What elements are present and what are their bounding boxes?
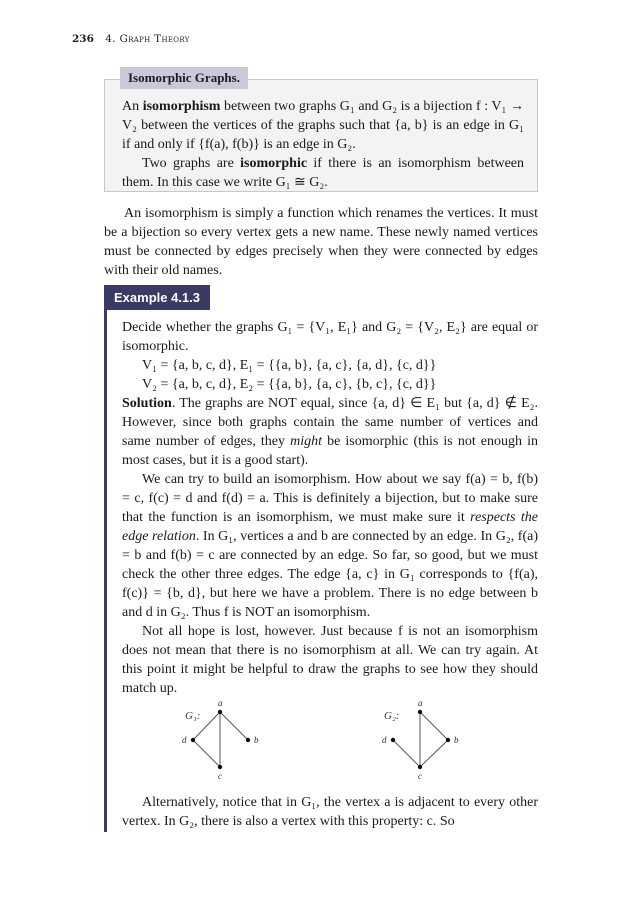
g1-vertex-b [246,738,250,742]
definition-paragraph-1 [122,97,524,154]
example-paragraph-2 [122,470,538,622]
example-equation-1: V₁ = {a, b, c, d}, E₁ = {{a, b}, {a, c}, {a, d}, {c, d}} [142,358,437,373]
p2-text-b: . In G₁, vertices a and b are connected by an edge. In G₂, f(a) = b and f(b) = c are connected by an edge. So far, so good, but we must check the other three edges. The edge {a, c} in G₁ corresponds to {f(a), f(c)} = {b, d}, but here we have a problem. There is no edge between b and d in G₂. Thus f is NOT an isomorphism. [122,529,538,620]
g1-edge-ab [220,712,248,740]
definition-title: Isomorphic Graphs. [120,67,248,89]
example-question: Decide whether the graphs G₁ = {V₁, E₁} and G₂ = {V₂, E₂} are equal or isomorphic. [122,320,538,354]
page-header [72,33,190,45]
g1-edge-cd [193,740,220,767]
chapter-title: 4. Graph Theory [105,33,190,45]
solution-paragraph [122,394,538,470]
g1-label-a: a [218,698,223,708]
g2-edge-cd [393,740,420,767]
term-isomorphism: isomorphism [142,99,221,114]
solution-label: Solution [122,396,172,411]
example-body [122,318,538,698]
example-paragraph-4: Alternatively, notice that in G₁, the vertex a is adjacent to every other vertex. In G₂, there is also a vertex with this property: c. So [122,795,538,829]
g2-vertex-d [391,738,395,742]
g2-label-d: d [382,735,387,745]
g2-vertex-a [418,710,422,714]
g1-vertex-c [218,765,222,769]
g2-edge-ab [420,712,448,740]
emphasis-edge-relation: respects the edge relation [122,510,538,544]
g2-label-a: a [418,698,423,708]
example-label: Example 4.1.3 [104,285,210,310]
graph2-label: G₂: [384,710,400,722]
solution-text-a: . The graphs are NOT equal, since {a, d} ∈ E₁ but {a, d} ∉ E₂. However, since both graphs contain the same number of vertices and same number of edges, they [122,396,538,449]
example-equation-2: V₂ = {a, b, c, d}, E₂ = {{a, b}, {a, c}, {b, c}, {c, d}} [142,377,437,392]
graph-g1 [182,698,259,781]
g1-label-c: c [218,771,222,781]
definition-paragraph-2 [122,154,524,192]
term-isomorphic: isomorphic [240,156,308,171]
page-number: 236 [72,33,94,45]
g1-label-d: d [182,735,187,745]
intro-paragraph: An isomorphism is simply a function which renames the vertices. It must be a bijection so every vertex gets a new name. These newly named vertices must be connected by edges precisely when they were connected by edges with their old names. [104,206,538,278]
solution-text-b: be isomorphic (this is not enough in most cases, but it is a good start). [122,434,538,468]
g1-vertex-a [218,710,222,714]
g2-vertex-b [446,738,450,742]
g2-label-c: c [418,771,422,781]
example-paragraph-3: Not all hope is lost, however. Just because f is not an isomorphism does not mean that there is no isomorphism at all. We can try again. At this point it might be helpful to draw the graphs to see how they should match up. [122,624,538,696]
graph-figure [160,697,500,789]
graph-g2 [382,698,459,781]
emphasis-might: might [290,434,322,449]
g2-vertex-c [418,765,422,769]
definition-p2-start: Two graphs are [142,156,241,171]
p2-text-a: We can try to build an isomorphism. How about we say f(a) = b, f(b) = c, f(c) = d and f(d) = a. This is definitely a bijection, but to make sure that the function is an isomorphism, we must make sure it [122,472,538,525]
example-rule [104,310,107,832]
definition-p2-end: if there is an isomorphism between them. In this case we write G₁ ≅ G₂. [122,156,524,190]
g1-vertex-d [191,738,195,742]
definition-p1-end: between two graphs G₁ and G₂ is a bijection f : V₁ → V₂ between the vertices of the graphs such that {a, b} is an edge in G₁ if and only if {f(a), f(b)} is an edge in G₂. [122,99,524,152]
g1-label-b: b [254,735,259,745]
graph1-label: G₁: [185,710,201,722]
g2-edge-bc [420,740,448,767]
g2-label-b: b [454,735,459,745]
definition-text [122,97,524,192]
definition-p1-start: An [122,99,143,114]
